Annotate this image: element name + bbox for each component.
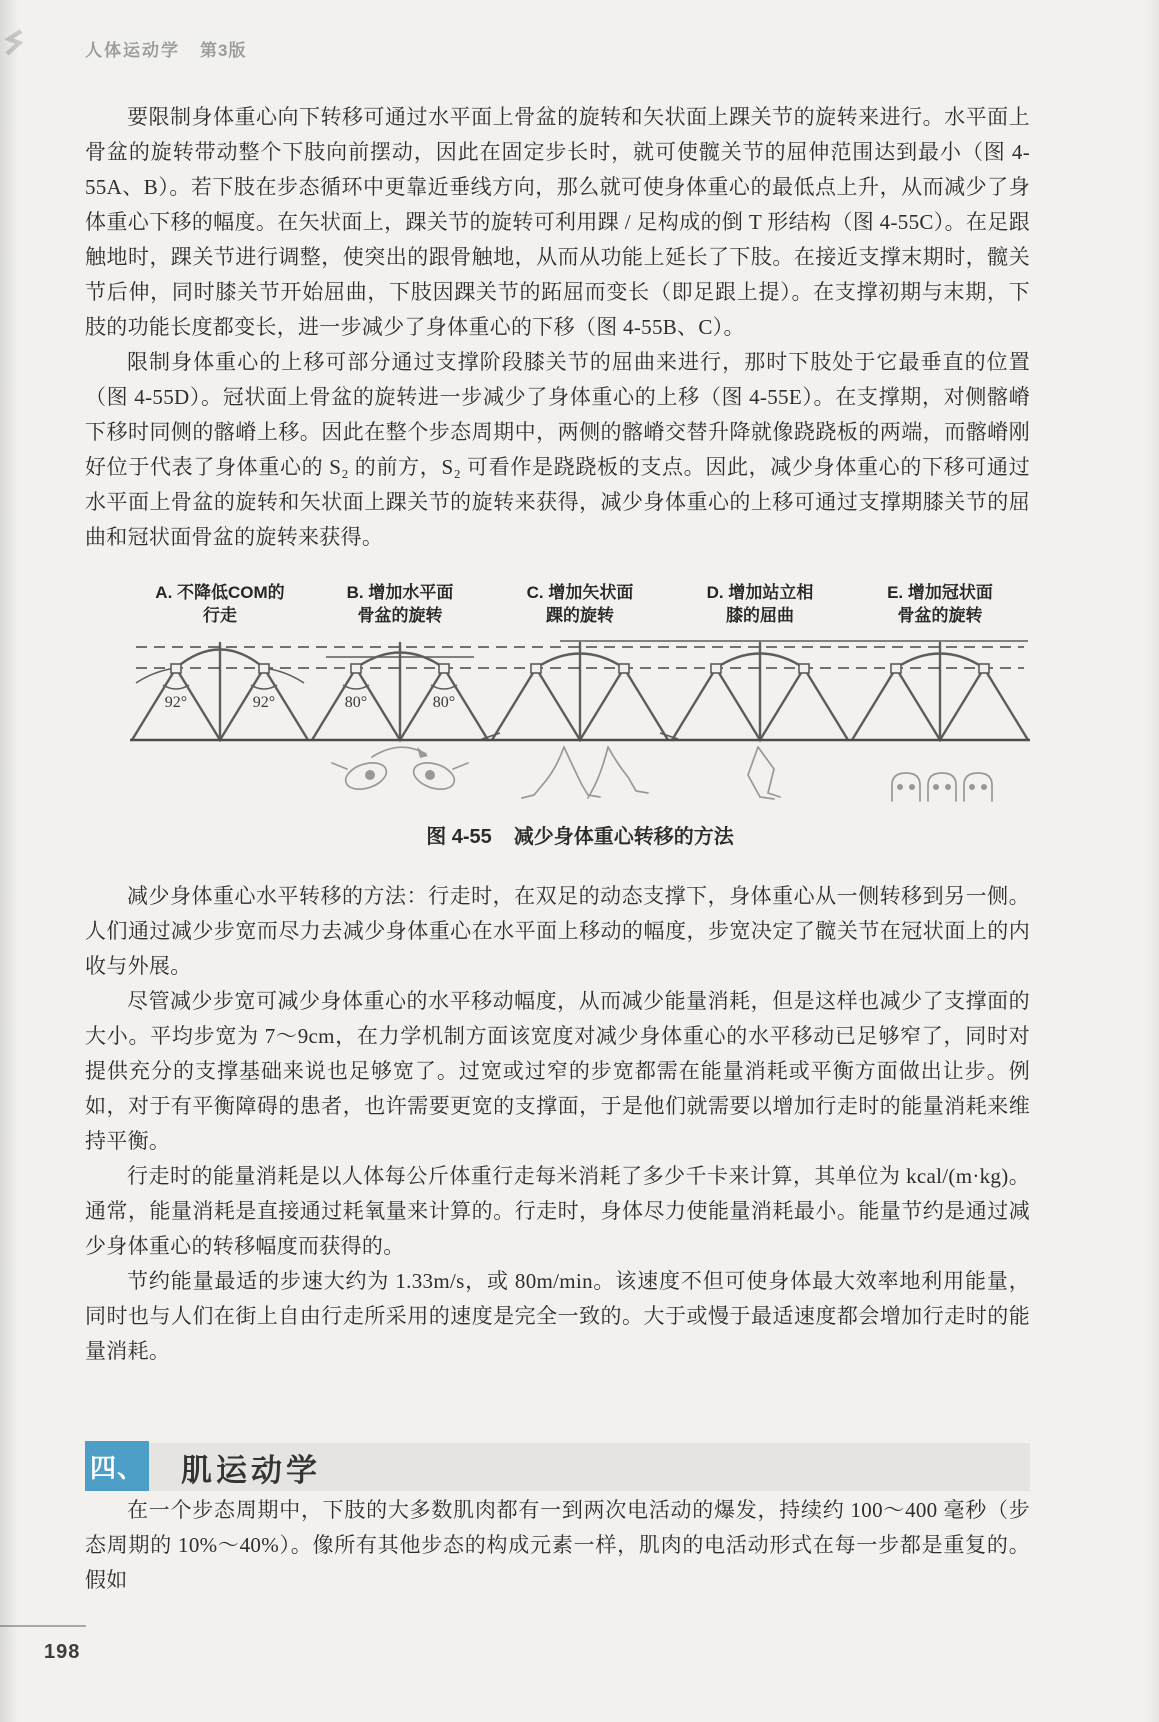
panel-d-truss	[672, 643, 848, 740]
page-header	[85, 36, 246, 61]
book-title: 人体运动学	[85, 41, 180, 60]
angle-label: 80°	[344, 694, 368, 711]
angle-label: 80°	[432, 694, 456, 711]
coronal-pelvis-sketch	[892, 773, 992, 801]
figure-panel-labels	[130, 581, 1030, 627]
knee-flexion-sketch	[748, 747, 780, 799]
panel-label-a: A. 不降低COM的 行走	[155, 583, 285, 625]
panel-label-b: B. 增加水平面 骨盆的旋转	[346, 583, 454, 625]
paragraph-5: 行走时的能量消耗是以人体每公斤体重行走每米消耗了多少千卡来计算，其单位为 kcal/(m·kg)。通常，能量消耗是直接通过耗氧量来计算的。行走时，身体尽力使能量消耗最小。能量节约是通过减少身体重心的转移幅度而获得的。	[85, 1164, 1030, 1258]
panel-label-d: D. 增加站立相 膝的屈曲	[706, 583, 814, 625]
panel-e-truss	[852, 643, 1028, 740]
paragraph-2: 限制身体重心的上移可部分通过支撑阶段膝关节的屈曲来进行，那时下肢处于它最垂直的位置（图 4-55D）。冠状面上骨盆的旋转进一步减少了身体重心的上移（图 4-55E）。在支撑期，对侧髂嵴下移时同侧的髂嵴上移。因此在整个步态周期中，两侧的髂嵴交替升降就像跷跷板的两端，而髂嵴刚好位于代表了身体重心的 S₂ 的前方，S₂ 可看作是跷跷板的支点。因此，减少身体重心的下移可通过水平面上骨盆的旋转和矢状面上踝关节的旋转来获得，减少身体重心的上移可通过支撑期膝关节的屈曲和冠状面骨盆的旋转来获得。	[85, 350, 1030, 549]
paragraph-1: 要限制身体重心向下转移可通过水平面上骨盆的旋转和矢状面上踝关节的旋转来进行。水平面上骨盆的旋转带动整个下肢向前摆动，因此在固定步长时，就可使髋关节的屈伸范围达到最小（图 4-55A、B）。若下肢在步态循环中更靠近垂线方向，那么就可使身体重心的最低点上升，从而减少了身体重心下移的幅度。在矢状面上，踝关节的旋转可利用踝 / 足构成的倒 T 形结构（图 4-55C）。在足跟触地时，踝关节进行调整，使突出的跟骨触地，从而从功能上延长了下肢。在接近支撑末期时，髋关节后伸，同时膝关节开始屈曲，下肢因踝关节的跖屈而变长（即足跟上提）。在支撑初期与末期，下肢的功能长度都变长，进一步减少了身体重心的下移（图 4-55B、C）。	[85, 105, 1030, 339]
paragraph-4: 尽管减少步宽可减少身体重心的水平移动幅度，从而减少能量消耗，但是这样也减少了支撑面的大小。平均步宽为 7～9cm，在力学机制方面该宽度对减少身体重心的水平移动已足够窄了，同时对提供充分的支撑基础来说也足够宽了。过宽或过窄的步宽都需在能量消耗或平衡方面做出让步。例如，对于有平衡障碍的患者，也许需要更宽的支撑面，于是他们就需要以增加行走时的能量消耗来维持平衡。	[85, 989, 1030, 1153]
publisher-mark-icon	[4, 28, 26, 60]
edition-label: 第3版	[200, 41, 247, 60]
panel-a-truss	[132, 643, 308, 740]
figure-caption-tag: 图 4-55	[426, 826, 492, 848]
section-heading	[85, 1441, 1030, 1493]
page-content	[85, 100, 1030, 1598]
paragraph-3: 减少身体重心水平转移的方法：行走时，在双足的动态支撑下，身体重心从一侧转移到另一侧。人们通过减少步宽而尽力去减少身体重心在水平面上移动的幅度，步宽决定了髋关节在冠状面上的内收与外展。	[85, 884, 1030, 978]
figure-caption-text: 减少身体重心转移的方法	[513, 826, 734, 848]
panel-label-c: C. 增加矢状面 踝的旋转	[526, 583, 634, 625]
footer-rule	[0, 1625, 86, 1627]
angle-label: 92°	[252, 694, 276, 711]
page-number: 198	[44, 1641, 81, 1663]
panel-c-truss	[482, 643, 678, 740]
pelvis-rotation-sketch	[332, 747, 468, 794]
com-displacement-diagram	[130, 635, 1030, 810]
figure-caption	[130, 820, 1030, 849]
section-title: 肌运动学	[181, 1453, 321, 1488]
angle-label: 92°	[164, 694, 188, 711]
figure-4-55	[130, 581, 1030, 849]
panel-label-e: E. 增加冠状面 骨盆的旋转	[887, 583, 993, 625]
section-number-box: 四、	[85, 1441, 149, 1491]
paragraph-6: 节约能量最适的步速大约为 1.33m/s，或 80m/min。该速度不但可使身体最大效率地利用能量，同时也与人们在街上自由行走所采用的速度是完全一致的。大于或慢于最适速度都会增加行走时的能量消耗。	[85, 1269, 1030, 1363]
ankle-rotation-sketch	[522, 747, 648, 798]
paragraph-7: 在一个步态周期中，下肢的大多数肌肉都有一到两次电活动的爆发，持续约 100～400 毫秒（步态周期的 10%～40%）。像所有其他步态的构成元素一样，肌肉的电活动形式在每一步都是重复的。假如	[85, 1498, 1030, 1592]
